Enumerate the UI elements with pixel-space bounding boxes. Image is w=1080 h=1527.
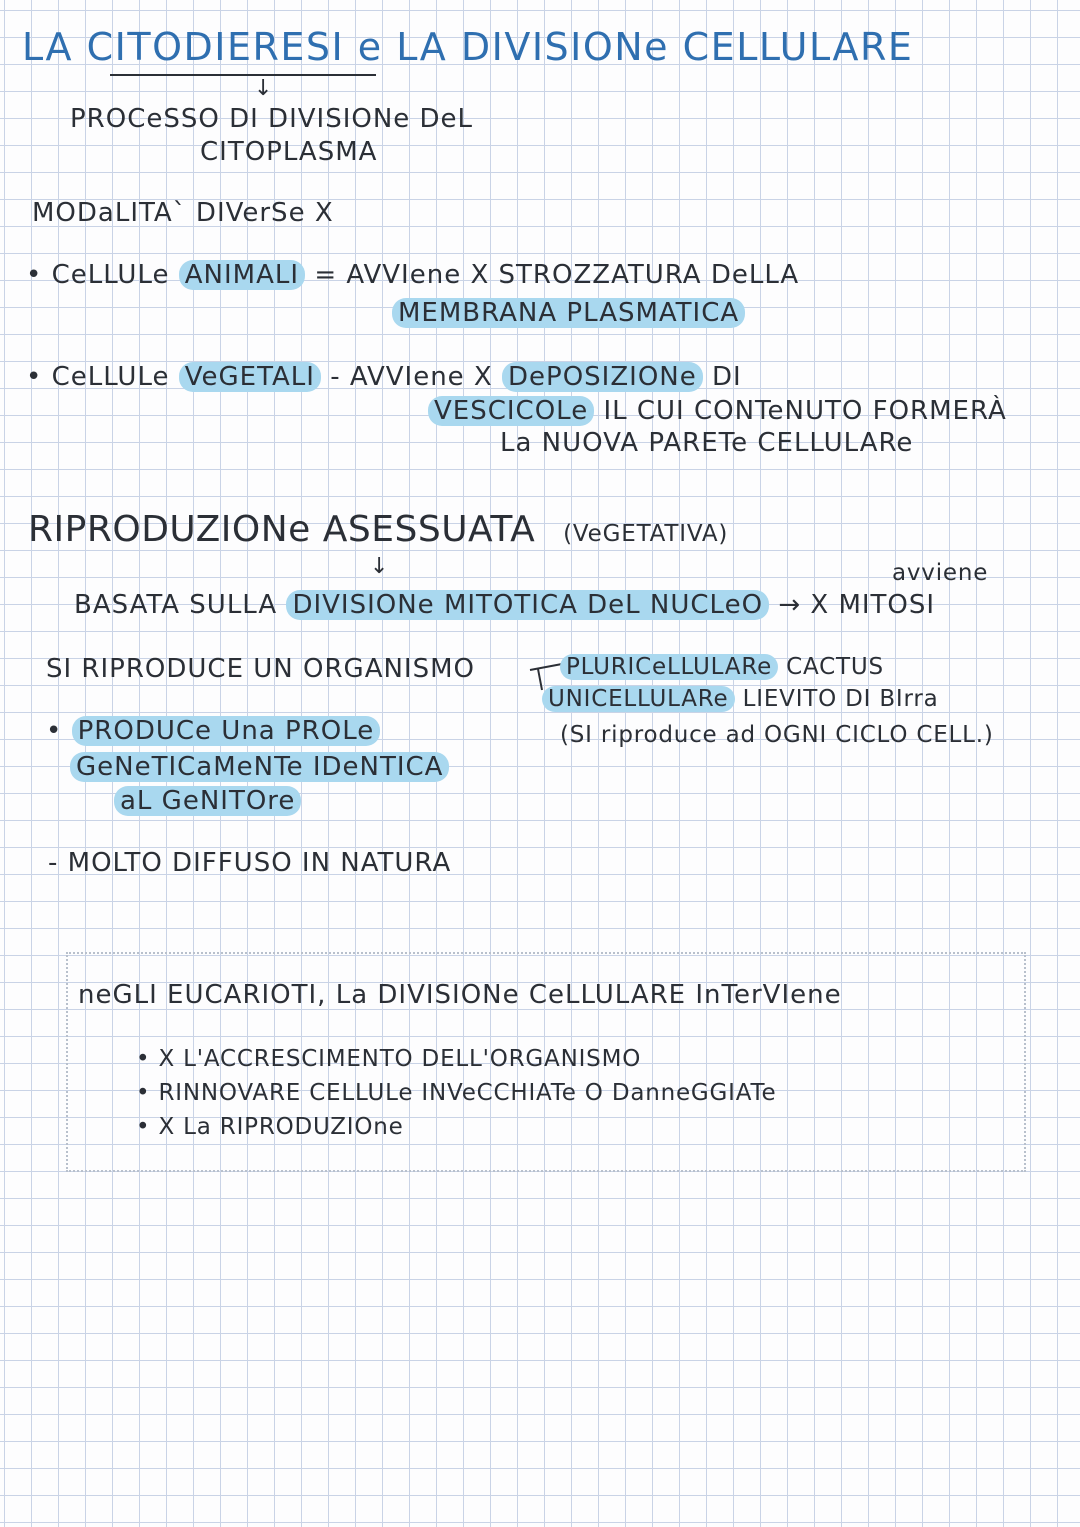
diffuso-text: - MOLTO DIFFUSO IN NATURA: [48, 848, 452, 878]
pluri-a: PLURICeLLULARe: [560, 654, 778, 680]
bullet: •: [136, 1080, 151, 1106]
box-intro: neGLI EUCARIOTI, La DIVISIONe CeLLULARE InTerVIene: [78, 980, 842, 1010]
bullet: •: [26, 260, 43, 290]
definition-line1: PROCeSSO DI DIVISIONe DeL: [70, 104, 474, 134]
prole-line3-wrap: [114, 788, 301, 814]
bullet: •: [26, 362, 43, 392]
bullet: •: [136, 1046, 151, 1072]
box-item: [136, 1048, 641, 1071]
box-item-text: X L'ACCRESCIMENTO DELL'ORGANISMO: [158, 1046, 642, 1072]
modalita-heading: MODaLITA` DIVerSe X: [32, 198, 334, 228]
vegetali-text3: La NUOVA PARETe CELLULARe: [500, 428, 914, 458]
vegetali-text1b: DePOSIZIONe: [502, 362, 703, 392]
vegetali-prefix: CeLLULe: [51, 362, 170, 392]
arrow-down-icon: ↓: [254, 76, 273, 101]
riproduzione-heading: [28, 509, 729, 550]
animali-text2-line: [392, 300, 745, 326]
uni-b: LIEVITO DI BIrra: [742, 686, 939, 712]
page-title: LA CITODIERESI e LA DIVISIONe CELLULARE: [22, 25, 914, 69]
riproduzione-title: RIPRODUZIONe ASESSUATA: [28, 509, 536, 550]
uni-row: [542, 688, 939, 711]
basata-c: → X MITOSI: [778, 590, 936, 620]
riproduzione-note: (VeGETATIVA): [563, 521, 729, 547]
animali-text1: = AVVIene X STROZZATURA DeLLA: [314, 260, 800, 290]
basata-row: [74, 592, 935, 618]
title-underline: [110, 74, 376, 76]
bullet: •: [46, 716, 63, 746]
prole-line3: aL GeNITOre: [114, 786, 301, 816]
prole-line2: GeNeTICaMeNTe IDeNTICA: [70, 752, 449, 782]
bullet: •: [136, 1114, 151, 1140]
prole-row: [46, 718, 380, 744]
prole-line1: PRODUCe Una PROLe: [72, 716, 381, 746]
vegetali-keyword: VeGETALI: [179, 362, 321, 392]
basata-a: BASATA SULLA: [74, 590, 278, 620]
arrow-down-icon: ↓: [370, 554, 389, 579]
animali-keyword: ANIMALI: [179, 260, 305, 290]
uni-a: UNICELLULARe: [542, 686, 735, 712]
vegetali-text2-line: [428, 398, 1007, 424]
uni-note: (SI riproduce ad OGNI CICLO CELL.): [560, 722, 994, 748]
box-item: [136, 1082, 776, 1105]
prole-line2-wrap: [70, 754, 449, 780]
definition-line2: CITOPLASMA: [200, 137, 378, 167]
vegetali-text1c: DI: [712, 362, 742, 392]
animali-text2: MEMBRANA PLASMATICA: [392, 298, 745, 328]
box-item-text: RINNOVARE CELLULe INVeCCHIATe O DanneGGIATe: [158, 1080, 777, 1106]
avviene-note: avviene: [892, 560, 989, 586]
vegetali-row: [26, 364, 742, 390]
pluri-b: CACTUS: [786, 654, 884, 680]
box-item: [136, 1116, 404, 1139]
basata-b: DIVISIONe MITOTICA DeL NUCLeO: [286, 590, 769, 620]
vegetali-text2a: VESCICOLe: [428, 396, 594, 426]
animali-prefix: CeLLULe: [51, 260, 170, 290]
pluri-row: [560, 656, 884, 679]
vegetali-text1a: - AVVIene X: [330, 362, 493, 392]
box-item-text: X La RIPRODUZIOne: [158, 1114, 404, 1140]
animali-row: [26, 262, 799, 288]
organismo-text: SI RIPRODUCE UN ORGANISMO: [46, 654, 476, 684]
vegetali-text2b: IL CUI CONTeNUTO FORMERÀ: [603, 396, 1007, 426]
